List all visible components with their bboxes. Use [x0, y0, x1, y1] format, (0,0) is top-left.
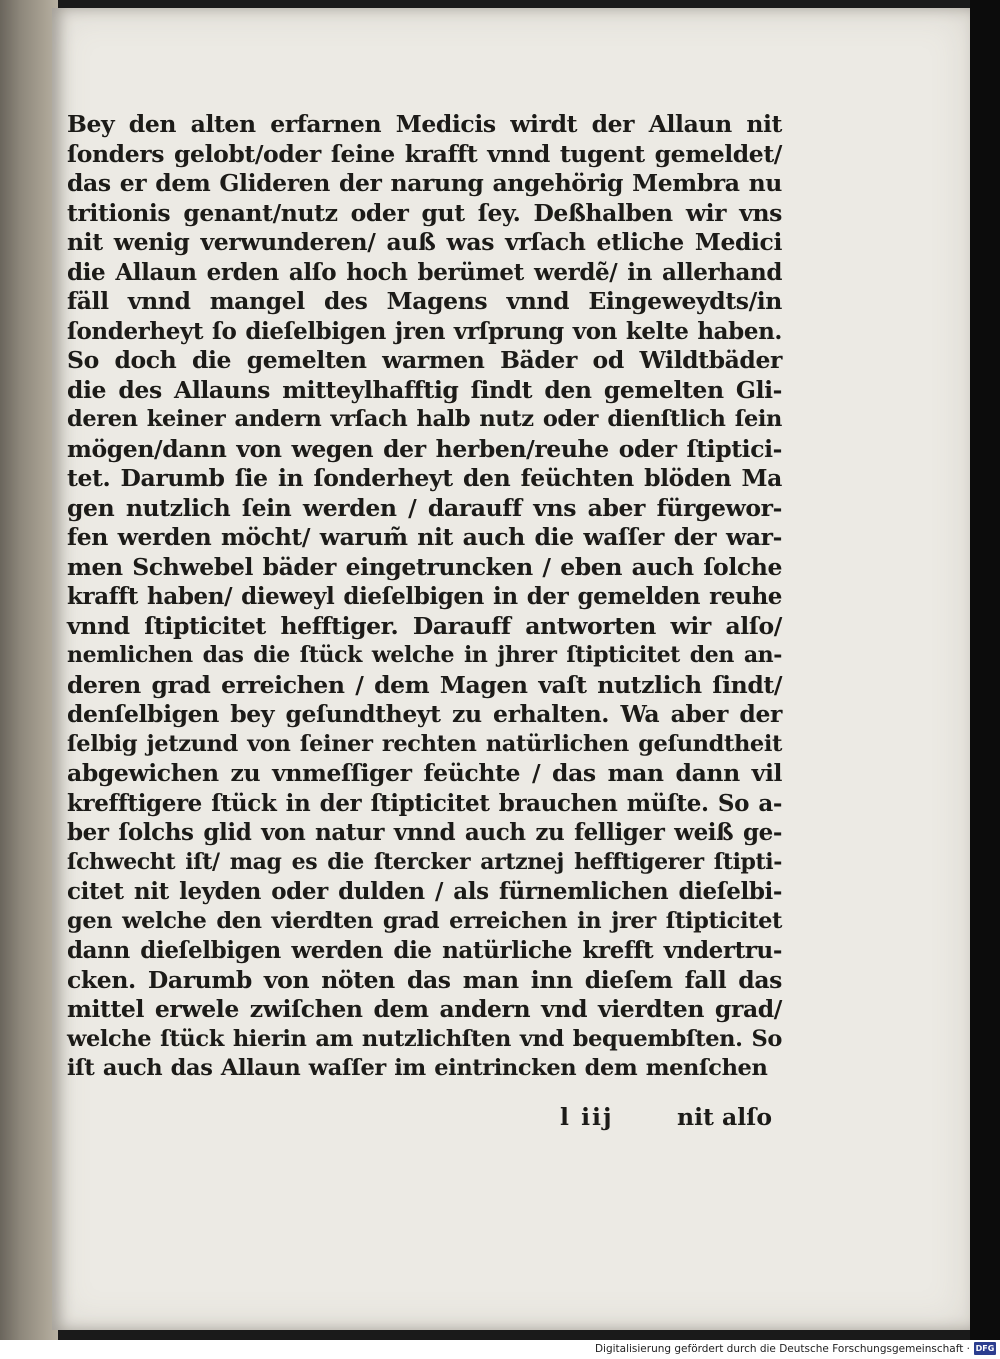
- text-line: gen nutzlich ſein werden / darauff vns aber fürgewor-: [67, 493, 782, 522]
- text-line: denſelbigen bey geſundtheyt zu erhalten. Wa aber der: [67, 700, 782, 728]
- page-footer-line: [0, 1103, 1000, 1139]
- text-line: abgewichen zu vnmeſſiger feüchte / das man dann vil: [67, 759, 782, 787]
- text-line: dann dieſelbigen werden die natürliche krefft vndertru-: [67, 937, 782, 964]
- text-line: vnnd ſtipticitet hefftiger. Darauff antworten wir alſo/: [67, 611, 782, 640]
- signature-mark: l iij: [560, 1103, 614, 1131]
- text-line: das er dem Glideren der narung angehörig Membra nu: [67, 169, 782, 197]
- text-line: fen werden möcht/ warum̃ nit auch die waſſer der war-: [67, 523, 782, 551]
- credit-bar: [0, 1340, 1000, 1359]
- text-line: iſt auch das Allaun waſſer im eintrincken dem menſchen: [67, 1055, 768, 1081]
- text-line: citet nit leyden oder dulden / als fürnemlichen dieſelbi-: [67, 878, 782, 905]
- text-line: krefftigere ſtück in der ſtipticitet brauchen müſte. So a-: [67, 789, 782, 817]
- text-line: ſonders gelobt/oder ſeine krafft vnnd tugent gemeldet/: [67, 139, 782, 168]
- text-line: deren grad erreichen / dem Magen vaſt nutzlich ſindt/: [67, 670, 782, 699]
- text-line: cken. Darumb von nöten das man inn dieſem fall das: [67, 965, 782, 994]
- text-line: ſchwecht iſt/ mag es die ſtercker artznej hefftigerer ſtipti-: [67, 848, 782, 875]
- text-line: mögen/dann von wegen der herben/reuhe oder ſtiptici-: [67, 434, 782, 463]
- text-line: So doch die gemelten warmen Bäder od Wildtbäder: [67, 346, 782, 374]
- text-line: fäll vnnd mangel des Magens vnnd Eingeweydts/in: [67, 287, 782, 315]
- text-line: krafft haben/ dieweyl dieſelbigen in der gemelden reuhe: [67, 583, 782, 610]
- catchword: nit alſo: [677, 1103, 772, 1131]
- text-line: tritionis genant/nutz oder gut ſey. Deßhalben wir vns: [67, 198, 782, 227]
- text-line: die des Allauns mitteylhafftig ſindt den gemelten Gli-: [67, 375, 782, 404]
- text-line: gen welche den vierdten grad erreichen in jrer ſtipticitet: [67, 907, 782, 934]
- text-line: ſonderheyt ſo dieſelbigen jren vrſprung von kelte haben.: [67, 317, 782, 345]
- text-line: deren keiner andern vrſach halb nutz oder dienſtlich ſein: [67, 406, 782, 432]
- dfg-credit-text: Digitalisierung gefördert durch die Deutsche Forschungsgemeinschaft ·: [594, 1343, 970, 1355]
- scan-right-edge: [970, 0, 1000, 1340]
- text-line: nit wenig verwunderen/ auß was vrſach etliche Medici: [67, 228, 782, 256]
- body-text: [67, 110, 782, 1084]
- text-line: mittel erwele zwiſchen dem andern vnd vierdten grad/: [67, 995, 782, 1023]
- text-line: die Allaun erden alſo hoch berümet werdẽ/ in allerhand: [67, 258, 782, 286]
- text-line: welche ſtück hierin am nutzlichſten vnd bequembſten. So: [67, 1025, 782, 1052]
- text-line: tet. Darumb ſie in ſonderheyt den feüchten blöden Ma: [67, 464, 782, 492]
- text-line: men Schwebel bäder eingetruncken / eben auch ſolche: [67, 552, 782, 581]
- text-line: ber ſolchs glid von natur vnnd auch zu felliger weiß ge-: [67, 819, 782, 846]
- dfg-logo: DFG: [975, 1344, 995, 1353]
- text-line: ſelbig jetzund von ſeiner rechten natürlichen geſundtheit: [67, 730, 782, 757]
- text-line: Bey den alten erfarnen Medicis wirdt der Allaun nit: [67, 110, 782, 138]
- book-gutter: [0, 0, 58, 1340]
- text-line: nemlichen das die ſtück welche in jhrer ſtipticitet den an-: [67, 642, 782, 668]
